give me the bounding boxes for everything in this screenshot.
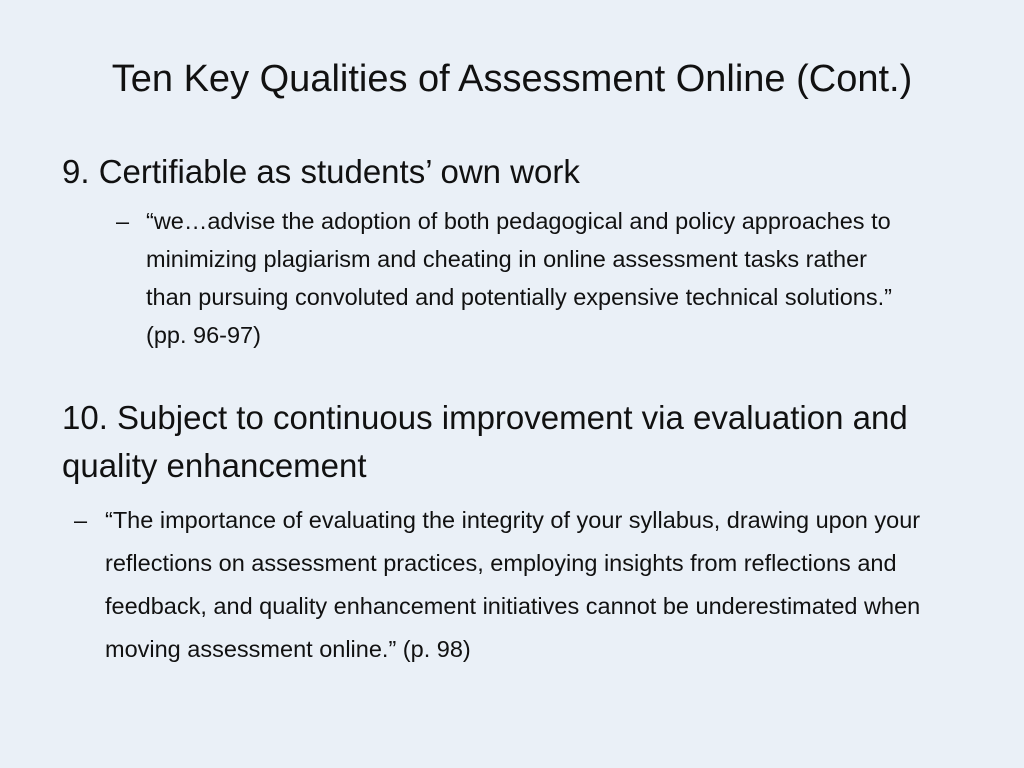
item-9-quote: “we…advise the adoption of both pedagogical and policy approaches to minimizing plagiarism and cheating in online assessment tasks rather than pursuing convoluted and potentially expensive technical solutions.” (pp. 96-97) xyxy=(146,208,892,348)
bullet-dash: – xyxy=(116,208,130,234)
bullet-dash: – xyxy=(74,507,88,533)
item-10-quote-block xyxy=(74,499,964,671)
item-10-heading: 10. Subject to continuous improvement via evaluation and quality enhancement xyxy=(62,399,908,484)
item-9-quote-block xyxy=(116,202,916,354)
item-9-heading: 9. Certifiable as students’ own work xyxy=(62,153,580,190)
item-10-quote: “The importance of evaluating the integrity of your syllabus, drawing upon your reflections on assessment practices, employing insights from reflections and feedback, and quality enhancement initiatives cannot be underestimated when moving assessment online.” (p. 98) xyxy=(105,507,921,662)
slide-title: Ten Key Qualities of Assessment Online (Cont.) xyxy=(111,58,913,100)
